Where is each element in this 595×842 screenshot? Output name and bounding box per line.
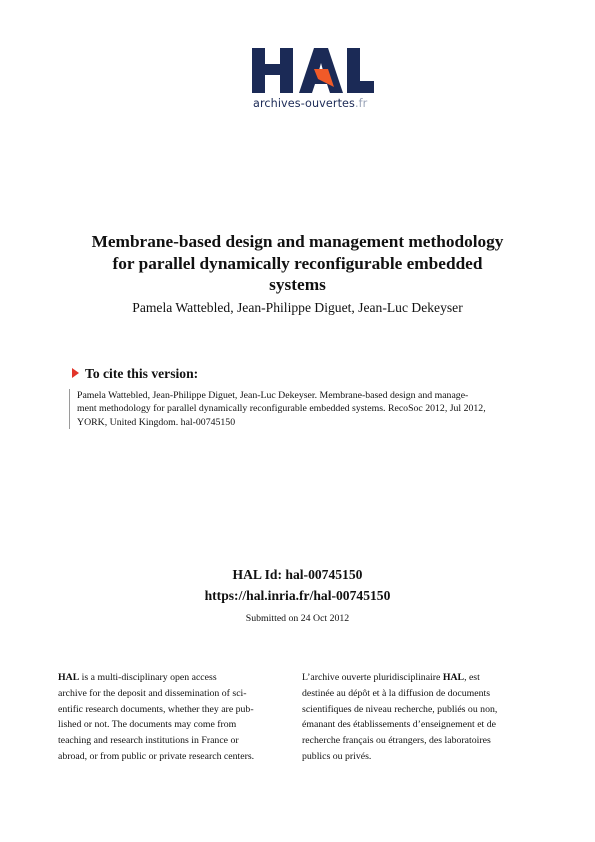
english-description xyxy=(58,670,294,765)
paper-title xyxy=(40,231,555,296)
hal-logo-tagline: archives-ouvertes.fr xyxy=(253,97,368,110)
title-line: systems xyxy=(269,275,326,294)
hal-logo-tld: .fr xyxy=(354,97,368,110)
paper-authors: Pamela Wattebled, Jean-Philippe Diguet, Jean-Luc Dekeyser xyxy=(132,300,463,315)
cite-heading xyxy=(72,366,198,382)
french-line: destinée au dépôt et à la diffusion de documents xyxy=(302,687,491,699)
hal-id: HAL Id: hal-00745150 xyxy=(232,567,363,582)
french-line: L’archive ouverte pluridisciplinaire HAL, est xyxy=(302,672,480,683)
hal-logo-letters xyxy=(252,45,374,95)
english-line: archive for the deposit and dissemination of sci- xyxy=(58,687,247,699)
french-description xyxy=(302,670,538,765)
french-line: scientifiques de niveau recherche, publiés ou non, xyxy=(302,703,498,715)
submitted-date: Submitted on 24 Oct 2012 xyxy=(245,613,350,624)
title-line: for parallel dynamically reconfigurable embedded xyxy=(112,253,483,273)
english-line: lished or not. The documents may come from xyxy=(58,719,237,731)
hal-url-link[interactable]: https://hal.inria.fr/hal-00745150 xyxy=(204,588,391,603)
french-line: émanant des établissements d’enseignement et de xyxy=(302,719,496,731)
french-line: recherche français ou étrangers, des laboratoires xyxy=(302,735,491,747)
english-line: teaching and research institutions in France or xyxy=(58,735,239,747)
citation-line: ment methodology for parallel dynamically reconfigurable embedded systems. RecoSoc 2012, Jul 2012, xyxy=(77,403,486,415)
hal-emphasis: HAL xyxy=(58,672,80,683)
cite-heading-label: To cite this version: xyxy=(85,366,199,381)
citation-block xyxy=(69,389,569,429)
arrow-right-icon xyxy=(72,368,79,378)
french-line: publics ou privés. xyxy=(302,750,372,762)
english-line: abroad, or from public or private research centers. xyxy=(58,750,255,762)
title-line: Membrane-based design and management methodology xyxy=(91,232,504,251)
citation-line: Pamela Wattebled, Jean-Philippe Diguet, Jean-Luc Dekeyser. Membrane-based design and manage- xyxy=(77,390,469,401)
english-line: entific research documents, whether they are pub- xyxy=(58,703,254,715)
english-line: HAL is a multi-disciplinary open access xyxy=(58,672,217,683)
hal-emphasis: HAL xyxy=(442,672,465,683)
citation-line: YORK, United Kingdom. hal-00745150 xyxy=(77,416,236,428)
hal-logo xyxy=(252,45,374,115)
